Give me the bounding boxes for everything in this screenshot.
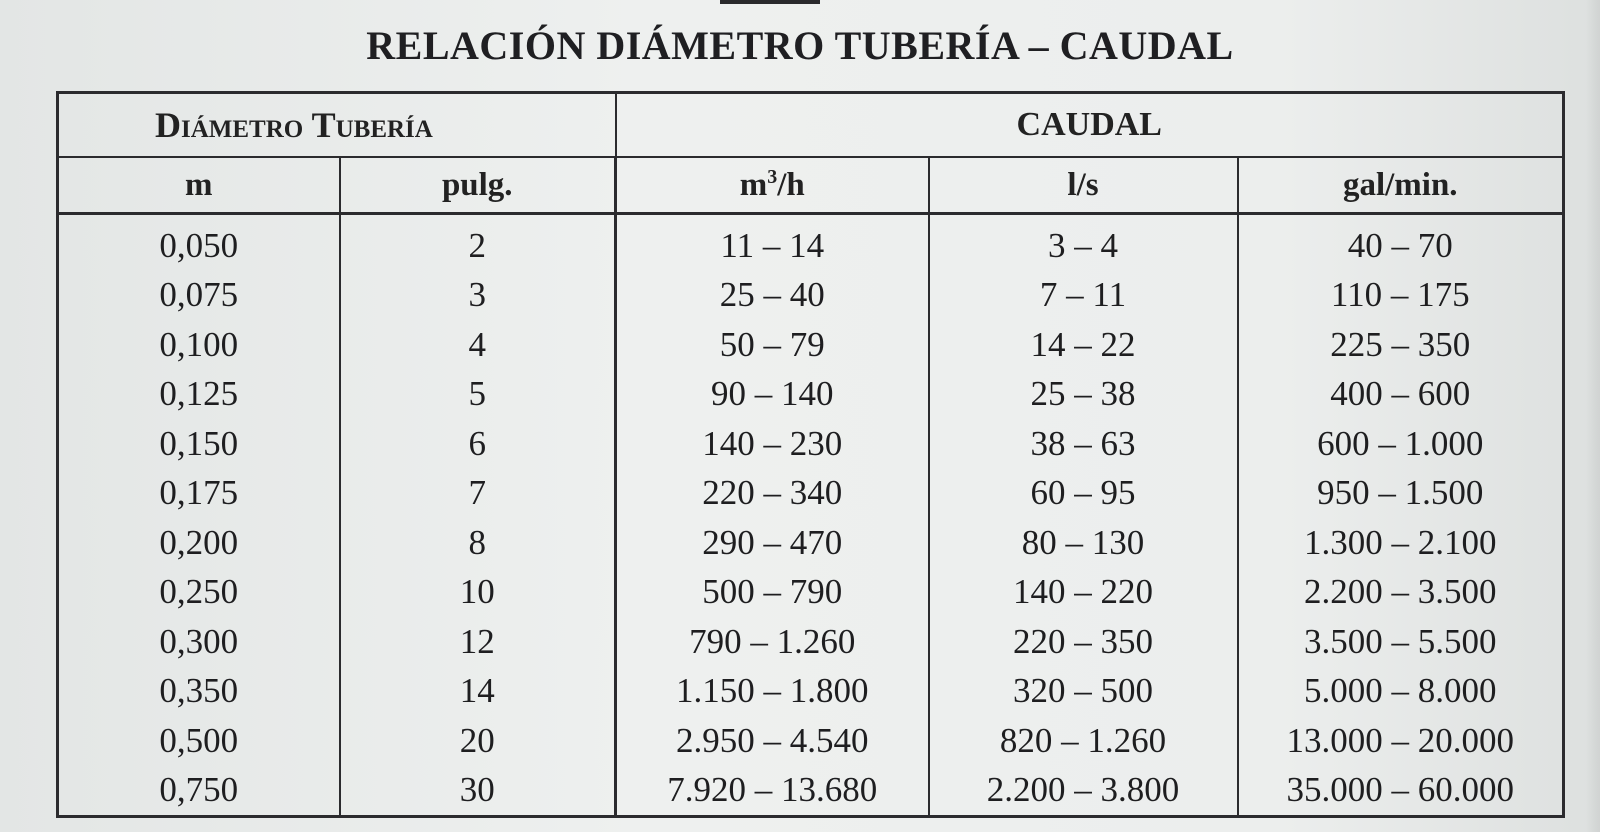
cell-m3h: 500 – 790 (616, 567, 929, 616)
cell-galmin: 5.000 – 8.000 (1238, 666, 1564, 715)
cell-ls: 320 – 500 (929, 666, 1238, 715)
cell-ls: 220 – 350 (929, 617, 1238, 666)
table-row (58, 518, 1564, 567)
cell-pulg: 12 (340, 617, 616, 666)
cell-galmin: 400 – 600 (1238, 370, 1564, 419)
cell-m3h: 220 – 340 (616, 469, 929, 518)
header-m3h (616, 157, 929, 214)
cell-m: 0,500 (159, 720, 239, 760)
cell-galmin: 35.000 – 60.000 (1238, 765, 1564, 816)
cell-galmin: 13.000 – 20.000 (1238, 716, 1564, 765)
cell-galmin: 950 – 1.500 (1238, 469, 1564, 518)
header-pulg: pulg. (340, 157, 616, 214)
cell-m: 0,150 (159, 423, 239, 463)
cell-pulg: 10 (340, 567, 616, 616)
table-row (58, 419, 1564, 468)
cell-ls: 14 – 22 (929, 320, 1238, 369)
cell-m: 0,050 (159, 225, 239, 265)
group-header-row (58, 93, 1564, 158)
table-row (58, 214, 1564, 271)
diameter-flow-table (56, 91, 1565, 818)
table-row (58, 666, 1564, 715)
cell-pulg: 2 (340, 214, 616, 271)
table-row (58, 271, 1564, 320)
header-m3h-exponent: 3 (767, 165, 778, 188)
cell-m3h: 50 – 79 (616, 320, 929, 369)
cell-pulg: 6 (340, 419, 616, 468)
cell-ls: 820 – 1.260 (929, 716, 1238, 765)
table-row (58, 469, 1564, 518)
cell-galmin: 110 – 175 (1238, 271, 1564, 320)
cell-m3h: 790 – 1.260 (616, 617, 929, 666)
cell-m: 0,125 (159, 374, 239, 414)
cell-galmin: 1.300 – 2.100 (1238, 518, 1564, 567)
cell-ls: 7 – 11 (929, 271, 1238, 320)
cell-pulg: 4 (340, 320, 616, 369)
cell-ls: 140 – 220 (929, 567, 1238, 616)
cell-galmin: 225 – 350 (1238, 320, 1564, 369)
top-rule (720, 0, 820, 4)
cell-galmin: 40 – 70 (1238, 214, 1564, 271)
cell-m: 0,100 (159, 324, 239, 364)
cell-ls: 2.200 – 3.800 (929, 765, 1238, 816)
cell-m: 0,750 (159, 770, 239, 810)
cell-pulg: 30 (340, 765, 616, 816)
unit-header-row (58, 157, 1564, 214)
cell-m: 0,175 (159, 473, 239, 513)
cell-pulg: 3 (340, 271, 616, 320)
cell-m: 0,200 (159, 522, 239, 562)
cell-pulg: 8 (340, 518, 616, 567)
header-galmin: gal/min. (1238, 157, 1564, 214)
cell-m: 0,250 (159, 572, 239, 612)
cell-m3h: 140 – 230 (616, 419, 929, 468)
table-body (58, 214, 1564, 817)
table-row (58, 567, 1564, 616)
cell-ls: 80 – 130 (929, 518, 1238, 567)
header-ls: l/s (929, 157, 1238, 214)
header-m3h-base: m (739, 166, 768, 203)
table-row (58, 370, 1564, 419)
cell-galmin: 2.200 – 3.500 (1238, 567, 1564, 616)
cell-m: 0,350 (159, 671, 239, 711)
cell-m3h: 25 – 40 (616, 271, 929, 320)
cell-galmin: 600 – 1.000 (1238, 419, 1564, 468)
cell-ls: 38 – 63 (929, 419, 1238, 468)
cell-m: 0,300 (159, 621, 239, 661)
table-row (58, 716, 1564, 765)
header-m3h-tail: /h (777, 166, 805, 203)
header-diameter-group: Diámetro Tubería (58, 93, 616, 158)
cell-ls: 60 – 95 (929, 469, 1238, 518)
header-flow-group: CAUDAL (616, 93, 1564, 158)
cell-m3h: 11 – 14 (616, 214, 929, 271)
page-title: RELACIÓN DIÁMETRO TUBERÍA – CAUDAL (366, 23, 1234, 68)
cell-m3h: 7.920 – 13.680 (616, 765, 929, 816)
cell-m3h: 2.950 – 4.540 (616, 716, 929, 765)
cell-m3h: 1.150 – 1.800 (616, 666, 929, 715)
cell-pulg: 14 (340, 666, 616, 715)
cell-m: 0,075 (159, 275, 239, 315)
cell-m3h: 290 – 470 (616, 518, 929, 567)
cell-pulg: 7 (340, 469, 616, 518)
header-m: m (58, 157, 340, 214)
table-row (58, 617, 1564, 666)
cell-galmin: 3.500 – 5.500 (1238, 617, 1564, 666)
cell-m3h: 90 – 140 (616, 370, 929, 419)
table-row (58, 320, 1564, 369)
table-row (58, 765, 1564, 816)
cell-pulg: 5 (340, 370, 616, 419)
page-edge-shadow (1586, 0, 1600, 832)
cell-ls: 3 – 4 (929, 214, 1238, 271)
cell-pulg: 20 (340, 716, 616, 765)
cell-ls: 25 – 38 (929, 370, 1238, 419)
